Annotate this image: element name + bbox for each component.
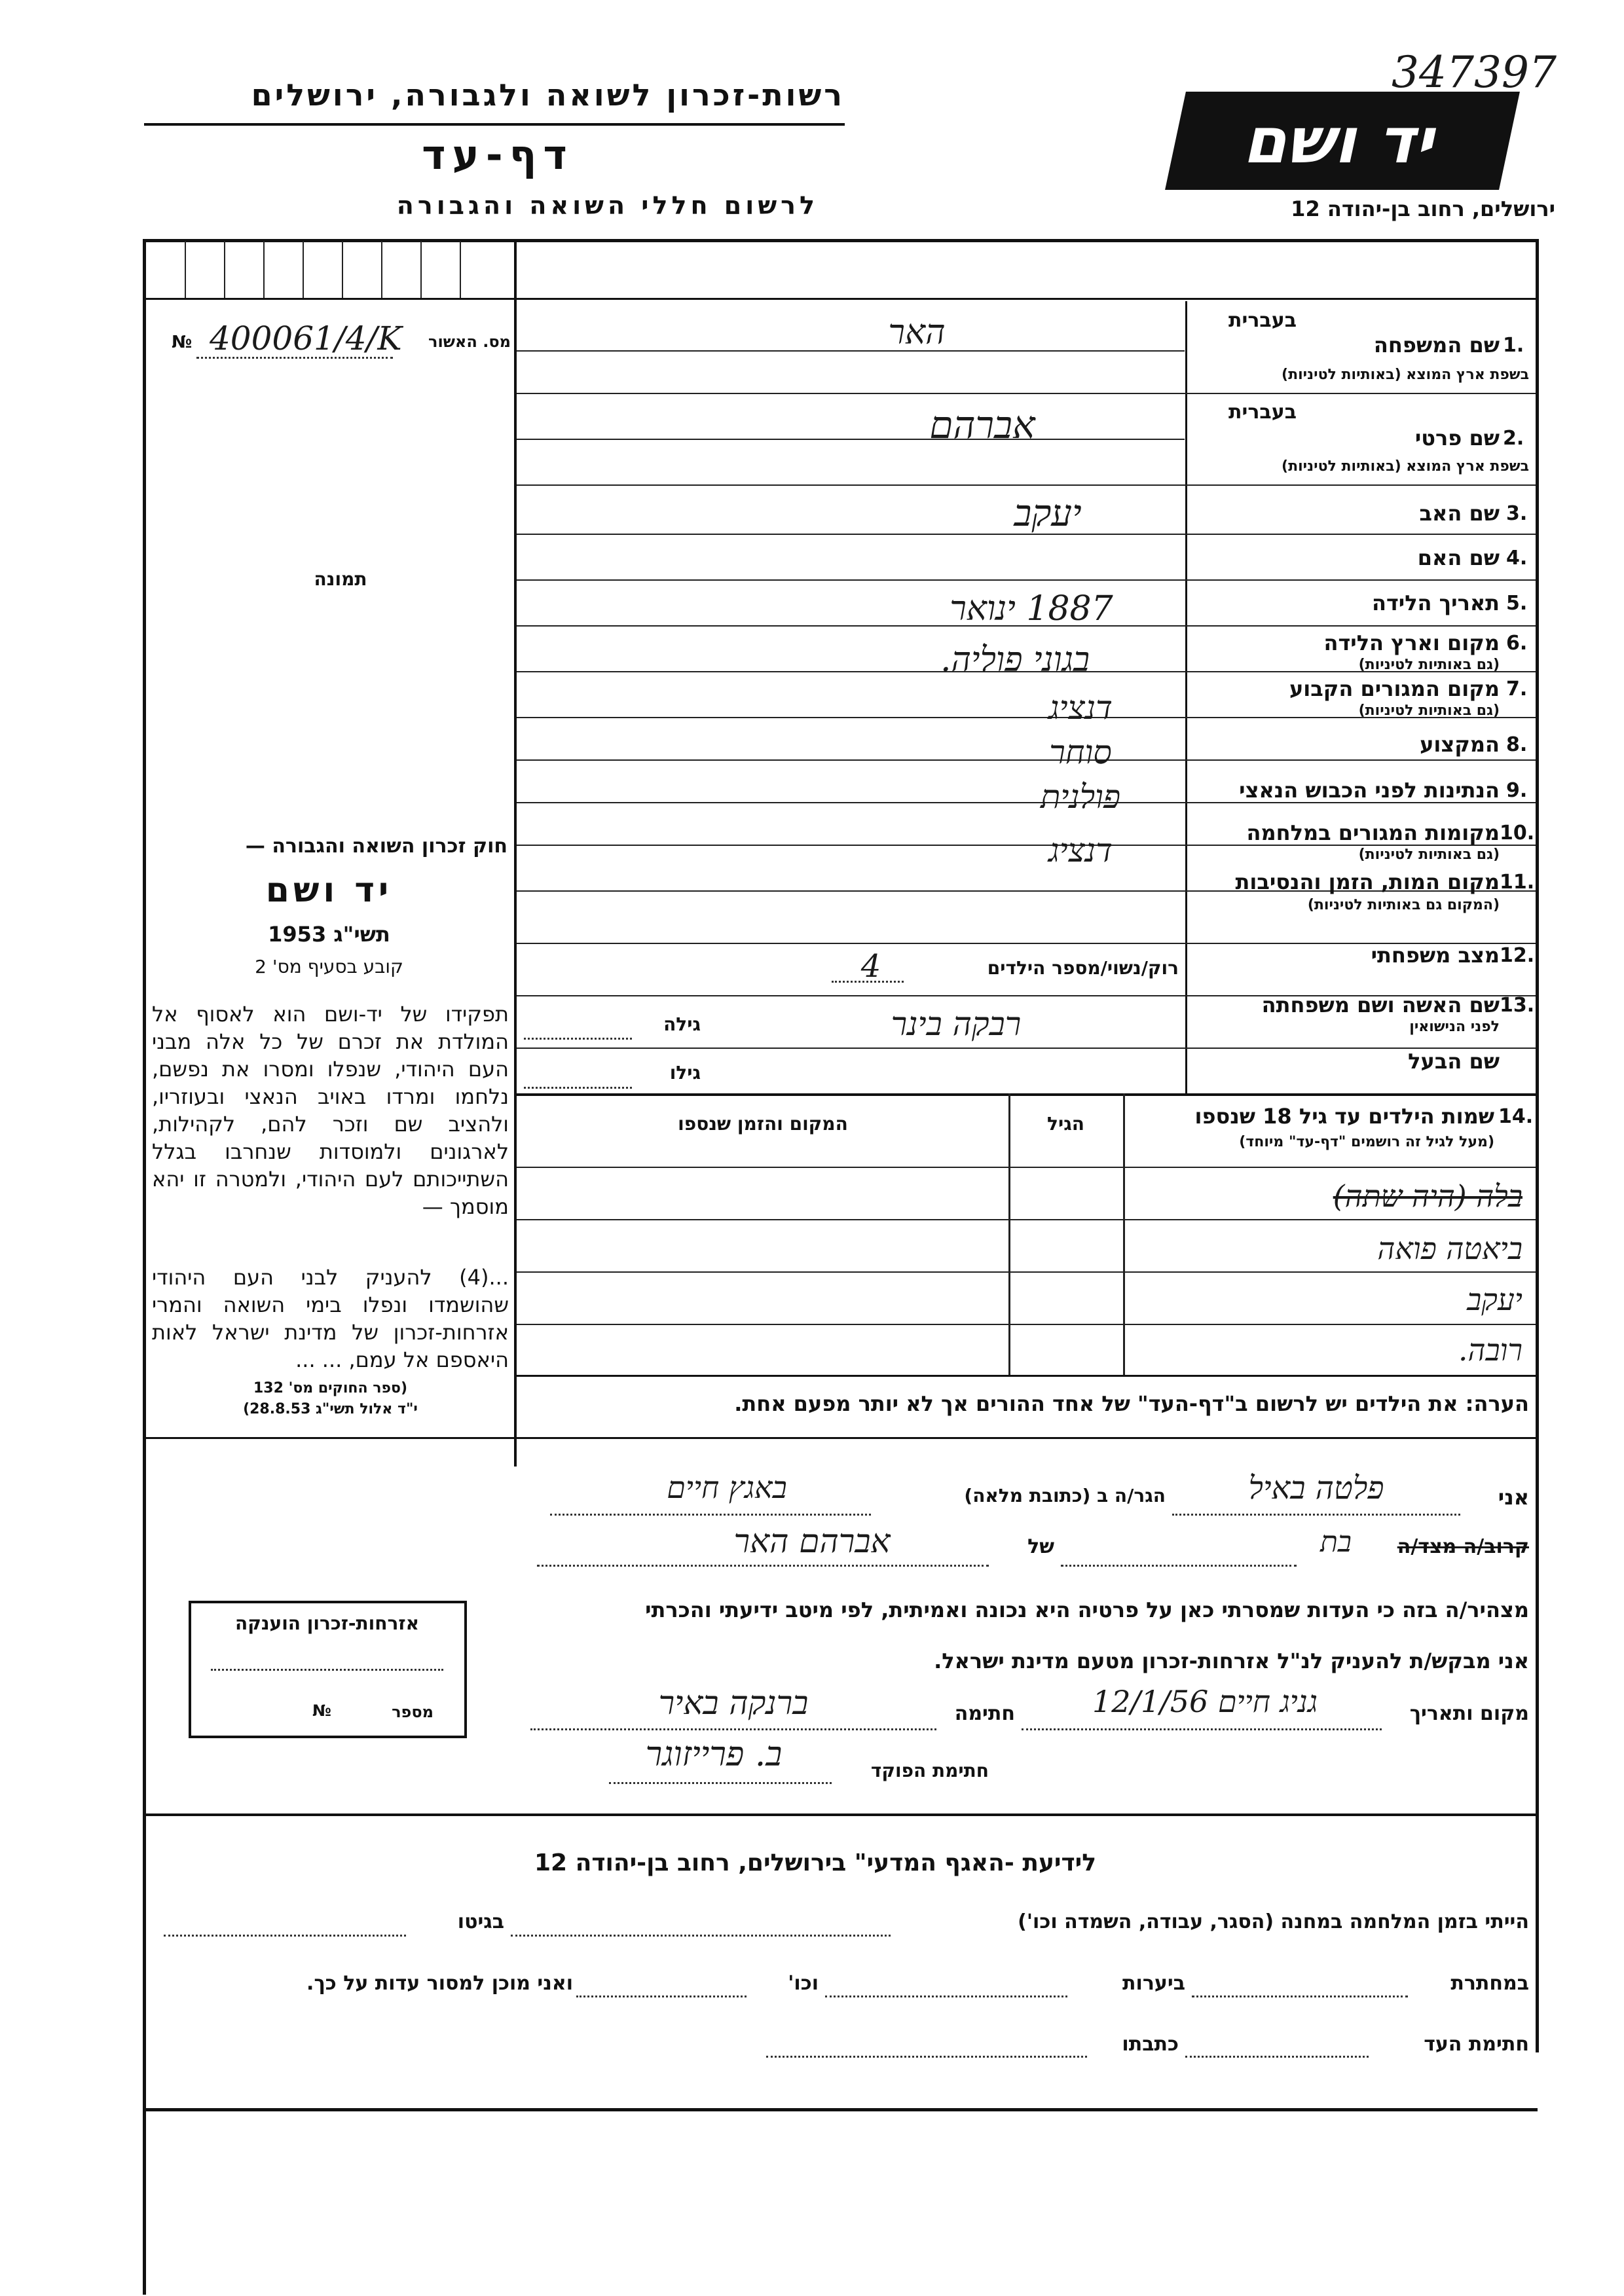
field-1-label: שם המשפחה [1373, 333, 1500, 357]
field-7-number: 7. [1506, 678, 1528, 701]
law-reference: (ספר החוקים מס' 132 [253, 1380, 408, 1396]
law-reference-2: י"ד אלול תשי"ג 28.8.53) [243, 1401, 418, 1417]
footer-forests: ביערות [1122, 1972, 1185, 1995]
statement-2: אני מבקש/ת להעניק לנ"ל אזרחות-זכרון מטעם מדינת ישראל. [934, 1649, 1529, 1673]
authority-title: רשות-זכרון לשואה ולגבורה, ירושלים [251, 77, 845, 113]
field-8-label: המקצוע [1420, 732, 1500, 757]
row-line [517, 1271, 1536, 1273]
citizenship-title: אזרחות-זכרון הוענקה [235, 1613, 419, 1634]
yad-vashem-logo [1165, 92, 1520, 190]
footer-willing: ואני מוכן למסור עדות על כך. [306, 1972, 573, 1995]
field-6-label: מקום וארץ הלידה [1323, 630, 1500, 655]
registration-symbol: № [172, 333, 193, 352]
children-col-age [1008, 1093, 1010, 1375]
law-year: תשי"ג 1953 [268, 922, 390, 947]
signature-label: חתימה [954, 1702, 1015, 1725]
declaration-i-label: אני [1498, 1485, 1529, 1510]
archive-number: 347397 [1392, 47, 1557, 98]
resident-label: הגר/ה ב (כתובת מלאה) [964, 1485, 1166, 1506]
frame-bottom [143, 2108, 1538, 2111]
field-1-number: 1. [1503, 334, 1524, 357]
field-10-label: מקומות המגורים במלחמה [1246, 820, 1500, 845]
field-9-value: פולנית [1040, 778, 1121, 816]
form-subtitle: לרשום חללי השואה והגבורה [396, 191, 819, 220]
law-title: חוק זכרון השואה והגבורה — [245, 835, 507, 858]
row-line [517, 393, 1536, 394]
field-11-number: 11. [1500, 871, 1535, 894]
registration-label: מס. האשור [428, 333, 511, 351]
children-count: 4 [860, 948, 881, 985]
footer-underground: במחתרת [1450, 1972, 1529, 1995]
note-bottom [143, 1437, 1538, 1439]
field-2-sublabel: בשפת ארץ המוצא (באותיות לטיניות) [1282, 458, 1529, 475]
field-10-number: 10. [1500, 822, 1535, 845]
field-6-value: בגוני פוליה. [940, 640, 1090, 680]
field-11-label: מקום המות, הזמן והנסיבות [1235, 869, 1500, 894]
field-10-sublabel: (גם באותיות לטיניות) [1358, 847, 1500, 863]
child-row-1: בלה (היה שתה) [1333, 1178, 1522, 1214]
field-5-number: 5. [1506, 592, 1528, 615]
field-10-value: דנציג [1048, 831, 1113, 869]
footer-top [143, 1813, 1538, 1816]
children-title: שמות הילדים עד גיל 18 שנספו [1194, 1104, 1494, 1129]
address: ירושלים, רחוב בן-יהודה 12 [1291, 196, 1555, 221]
place-date-value: גניג חיים 12/1/56 [1092, 1684, 1318, 1719]
child-row-2: ביאטה פואה [1377, 1231, 1522, 1266]
frame-right [1536, 239, 1539, 2052]
field-4-label: שם האם [1417, 545, 1500, 570]
footer-witness-signature: חתימת העד [1424, 2033, 1529, 2056]
official-signature: ב. פרייזוגר [645, 1735, 783, 1774]
statement-1: מצהיר/ה בזה כי העדות שמסרתי כאן על פרטיה היא נכונה ואמיתית, לפי מיטב ידיעתי והכרתי [645, 1597, 1529, 1622]
marital-label: רוק/נשוי/מספר הילדים [987, 957, 1179, 979]
field-8-number: 8. [1506, 733, 1528, 756]
row-line [517, 1324, 1536, 1325]
field-3-number: 3. [1506, 502, 1528, 525]
field-4-number: 4. [1506, 547, 1528, 570]
photo-label: תמונה [314, 568, 367, 590]
field-3-label: שם האב [1419, 501, 1500, 526]
relation-label: קרוב/ה מצד/ה [1397, 1535, 1529, 1558]
field-11-sublabel: (המקום גם באותיות לטיניות) [1307, 897, 1500, 913]
row-line [517, 1219, 1536, 1220]
children-place-header: המקום והזמן שנספו [678, 1113, 848, 1135]
field-7-label: מקום המגורים הקבוע [1289, 676, 1500, 701]
relation-of: אברהם האר [733, 1522, 891, 1560]
row-line [517, 579, 1536, 581]
field-8-value: סוחר [1049, 733, 1112, 771]
field-12-number: 12. [1500, 944, 1535, 967]
children-age-header: הגיל [1047, 1113, 1084, 1135]
children-col-name [1123, 1093, 1125, 1375]
note-top [514, 1375, 1537, 1377]
field-2-value: אברהם [929, 403, 1035, 447]
declarant-signature: ברנקה באיר [658, 1684, 809, 1722]
footer-ghetto: בגיטו [457, 1910, 504, 1933]
children-table-top [514, 1093, 1537, 1096]
note-text: הערה: את הילדים יש לרשום ב"דף-העד" של אחד ההורים אך לא יותר מפעם אחת. [734, 1391, 1529, 1416]
children-header-line [517, 1167, 1536, 1168]
citizenship-number-symbol: № [312, 1702, 331, 1720]
field-5-label: תאריך הלידה [1371, 591, 1500, 615]
footer-line-1: הייתי בזמן המלחמה במחנה (הסגר, עבודה, השמדה וכו') [1018, 1910, 1529, 1933]
field-2-hebrew-label: בעברית [1228, 401, 1297, 424]
citizenship-box [189, 1601, 467, 1738]
child-row-3: יעקב [1467, 1282, 1522, 1317]
field-12-label: מצב משפחתי [1371, 943, 1500, 968]
of-label: של [1027, 1535, 1054, 1558]
field-9-label: הנתינות לפני הכבוש הנאצי [1239, 778, 1500, 803]
field-13-value: רבקה בינר [891, 1005, 1022, 1043]
field-13-number: 13. [1500, 994, 1535, 1017]
official-signature-label: חתימת הפוקד [870, 1760, 989, 1781]
children-subtitle: (מעל לגיל זה רושמים "דף-עד" מיוחד) [1239, 1134, 1494, 1150]
field-13-label: שם האשה ושם משפחתה [1261, 993, 1500, 1017]
footer-etc: וכו' [788, 1972, 819, 1995]
field-1-value: האר [888, 313, 946, 352]
field-1-sublabel: בשפת ארץ המוצא (באותיות לטיניות) [1282, 367, 1529, 383]
field-6-number: 6. [1506, 632, 1528, 655]
children-number: 14. [1498, 1105, 1534, 1128]
logo-text: יד ושם [1239, 104, 1446, 177]
law-section: קובע בסעיף מס' 2 [255, 956, 403, 977]
top-strip-bottom [143, 298, 1538, 300]
husband-age-label: גילו [669, 1062, 701, 1084]
form-title: דף-עד [422, 131, 574, 179]
label-col-divider [1185, 301, 1187, 1093]
frame-left-col-divider [514, 239, 517, 1467]
field-9-number: 9. [1506, 779, 1528, 802]
field-13-sublabel: לפני הנישואין [1409, 1019, 1500, 1035]
header-underline [144, 123, 845, 126]
place-date-label: מקום ותאריך [1409, 1702, 1529, 1725]
field-5-value: 1887 ינואר [950, 589, 1113, 629]
field-6-sublabel: (גם באותיות לטיניות) [1358, 657, 1500, 673]
field-1-hebrew-label: בעברית [1228, 309, 1297, 332]
field-7-sublabel: (גם באותיות לטיניות) [1358, 702, 1500, 719]
frame-left [143, 239, 146, 2295]
wife-age-label: גילה [663, 1013, 701, 1035]
field-2-label: שם פרטי [1414, 426, 1500, 450]
row-line [517, 484, 1536, 486]
relation-value: בת [1320, 1525, 1352, 1559]
declarant-address: באגץ חיים [667, 1470, 787, 1505]
field-7-value: דנציג [1048, 689, 1113, 727]
field-3-value: יעקב [1014, 492, 1082, 535]
digit-boxes [145, 241, 514, 298]
child-row-4: רובה. [1458, 1332, 1522, 1368]
law-text-2: ...(4) להעניק לבני העם היהודי שהושמדו ונפלו בימי השואה והמרי אזרחות-זכרון של מדינת ישראל לאות היאספם אל עמם, ... ... [152, 1265, 509, 1372]
law-name: יד ושם [265, 871, 393, 910]
law-text: תפקידו של יד-ושם הוא לאסוף אל המולדת את זכרם של כל אלה מבני העם היהודי, שנפלו ומסרו את נפשם, נלחמו ומרדו באויב הנאצי ובעוזריו, ולהציב שם וזכר להם, לקהילות, לארגונים ולמוסדות שנחרבו בגלל השתייכותם לעם היהודי, ולמטרה זו יהא מוסמך — [152, 1002, 509, 1219]
declarant-name: פלטה באיל [1248, 1470, 1384, 1506]
footer-title: לידיעת -האגף המדעי" בירושלים, רחוב בן-יהודה 12 [534, 1850, 1097, 1876]
field-2-number: 2. [1503, 427, 1524, 450]
footer-address: כתבתו [1122, 2033, 1179, 2056]
registration-number: 400061/4/K [210, 319, 402, 357]
citizenship-number-label: מספר [392, 1703, 434, 1721]
husband-label: שם הבעל [1408, 1049, 1500, 1074]
